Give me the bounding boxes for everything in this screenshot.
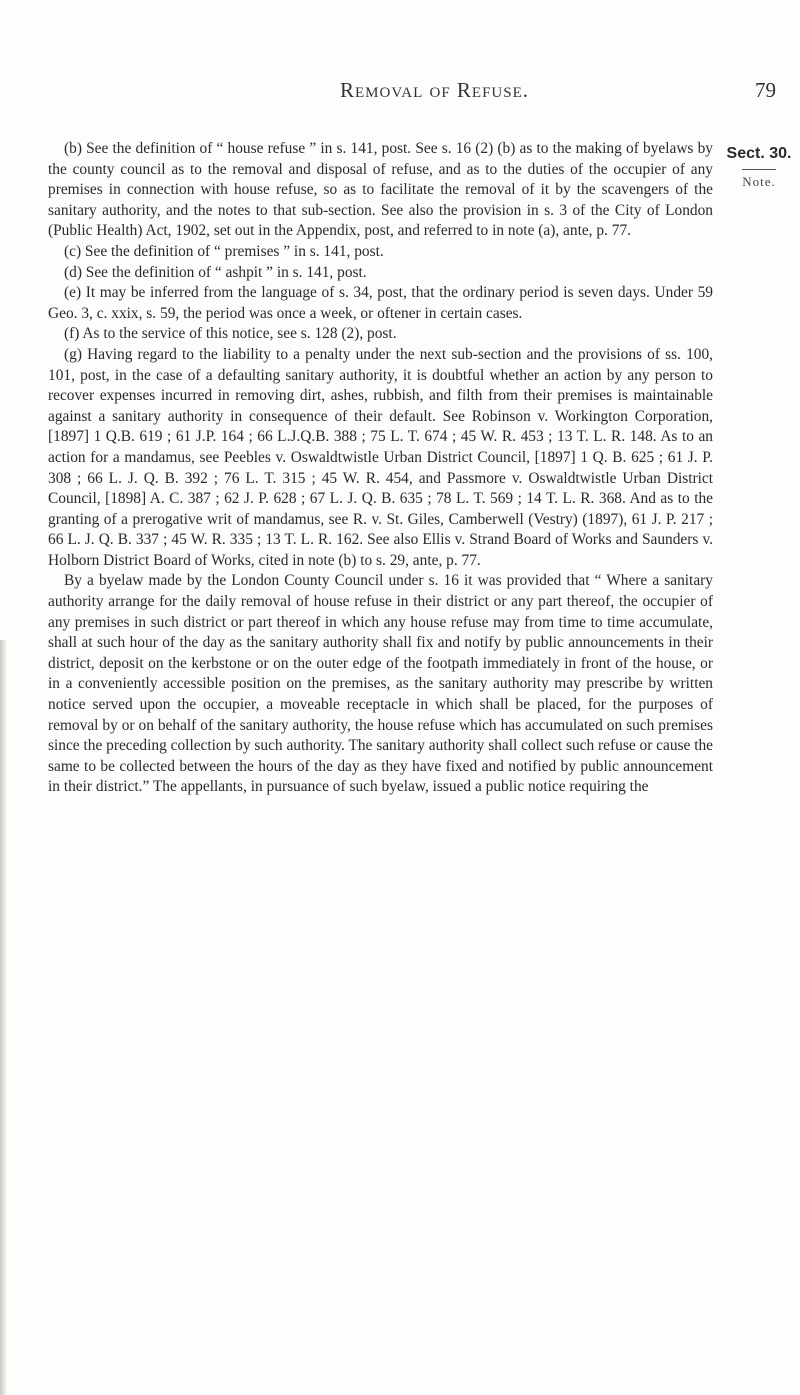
- margin-rule: [742, 169, 776, 170]
- body-text: [48, 139, 713, 798]
- note-c-paragraph: (c) See the definition of “ premises ” in s. 141, post.: [64, 242, 384, 260]
- page-number: 79: [755, 78, 776, 102]
- margin-notes: [724, 145, 794, 190]
- page-edge-shadow: [0, 640, 6, 1395]
- running-head: [0, 78, 800, 108]
- note-b-paragraph: (b) See the definition of “ house refuse ” in s. 141, post. See s. 16 (2) (b) as to the making of byelaws by the county council as to the removal and disposal of refuse, and as to the duties of the occupier of any premises in connection with house refuse, so as to facilitate the removal of it by the scavengers of the sanitary authority, and the notes to that sub-section. See also the provision in s. 3 of the City of London (Public Health) Act, 1902, set out in the Appendix, post, and referred to in note (a), ante, p. 77.: [48, 140, 713, 240]
- byelaw-paragraph: By a byelaw made by the London County Council under s. 16 it was provided that “ Where a sanitary authority arrange for the daily removal of house refuse in their district or any part thereof, the occupier of any premises in such district or part thereof in which any house refuse may from time to time accumulate, shall at such hour of the day as the sanitary authority shall fix and notify by public announcements in their district, deposit on the kerbstone or on the outer edge of the footpath immediately in front of the house, or in a conveniently accessible position on the premises, as the sanitary authority may prescribe by written notice served upon the occupier, a moveable receptacle in which shall be placed, for the purposes of removal by or on behalf of the sanitary authority, the house refuse which has accumulated on such premises since the preceding collection by such authority. The sanitary authority shall collect such refuse or cause the same to be collected between the hours of the day as they have fixed and notified by public announcement in their district.” The appellants, in pursuance of such byelaw, issued a public notice requiring the: [48, 572, 713, 796]
- section-label: Sect. 30.: [726, 145, 792, 162]
- note-f-paragraph: (f) As to the service of this notice, see s. 128 (2), post.: [64, 325, 397, 343]
- note-g-paragraph: (g) Having regard to the liability to a penalty under the next sub-section and the provisions of ss. 100, 101, post, in the case of a defaulting sanitary authority, it is doubtful whether an action by any person to recover expenses incurred in removing dirt, ashes, rubbish, and filth from their premises is maintainable against a sanitary authority in consequence of their default. See Robinson v. Workington Corporation, [1897] 1 Q.B. 619 ; 61 J.P. 164 ; 66 L.J.Q.B. 388 ; 75 L. T. 674 ; 45 W. R. 453 ; 13 T. L. R. 148. As to an action for a mandamus, see Peebles v. Oswaldtwistle Urban District Council, [1897] 1 Q. B. 625 ; 61 J. P. 308 ; 66 L. J. Q. B. 392 ; 76 L. T. 315 ; 45 W. R. 454, and Passmore v. Oswaldtwistle Urban District Council, [1898] A. C. 387 ; 62 J. P. 628 ; 67 L. J. Q. B. 635 ; 78 L. T. 569 ; 14 T. L. R. 368. And as to the granting of a prerogative writ of mandamus, see R. v. St. Giles, Camberwell (Vestry) (1897), 61 J. P. 217 ; 66 L. J. Q. B. 337 ; 45 W. R. 335 ; 13 T. L. R. 162. See also Ellis v. Strand Board of Works and Saunders v. Holborn District Board of Works, cited in note (b) to s. 29, ante, p. 77.: [48, 345, 713, 569]
- note-label: Note.: [742, 174, 776, 189]
- running-title: Removal of Refuse.: [340, 78, 530, 102]
- note-d-paragraph: (d) See the definition of “ ashpit ” in s. 141, post.: [64, 263, 367, 281]
- note-e-paragraph: (e) It may be inferred from the language of s. 34, post, that the ordinary period is seven days. Under 59 Geo. 3, c. xxix, s. 59, the period was once a week, or oftener in certain cases.: [48, 284, 713, 322]
